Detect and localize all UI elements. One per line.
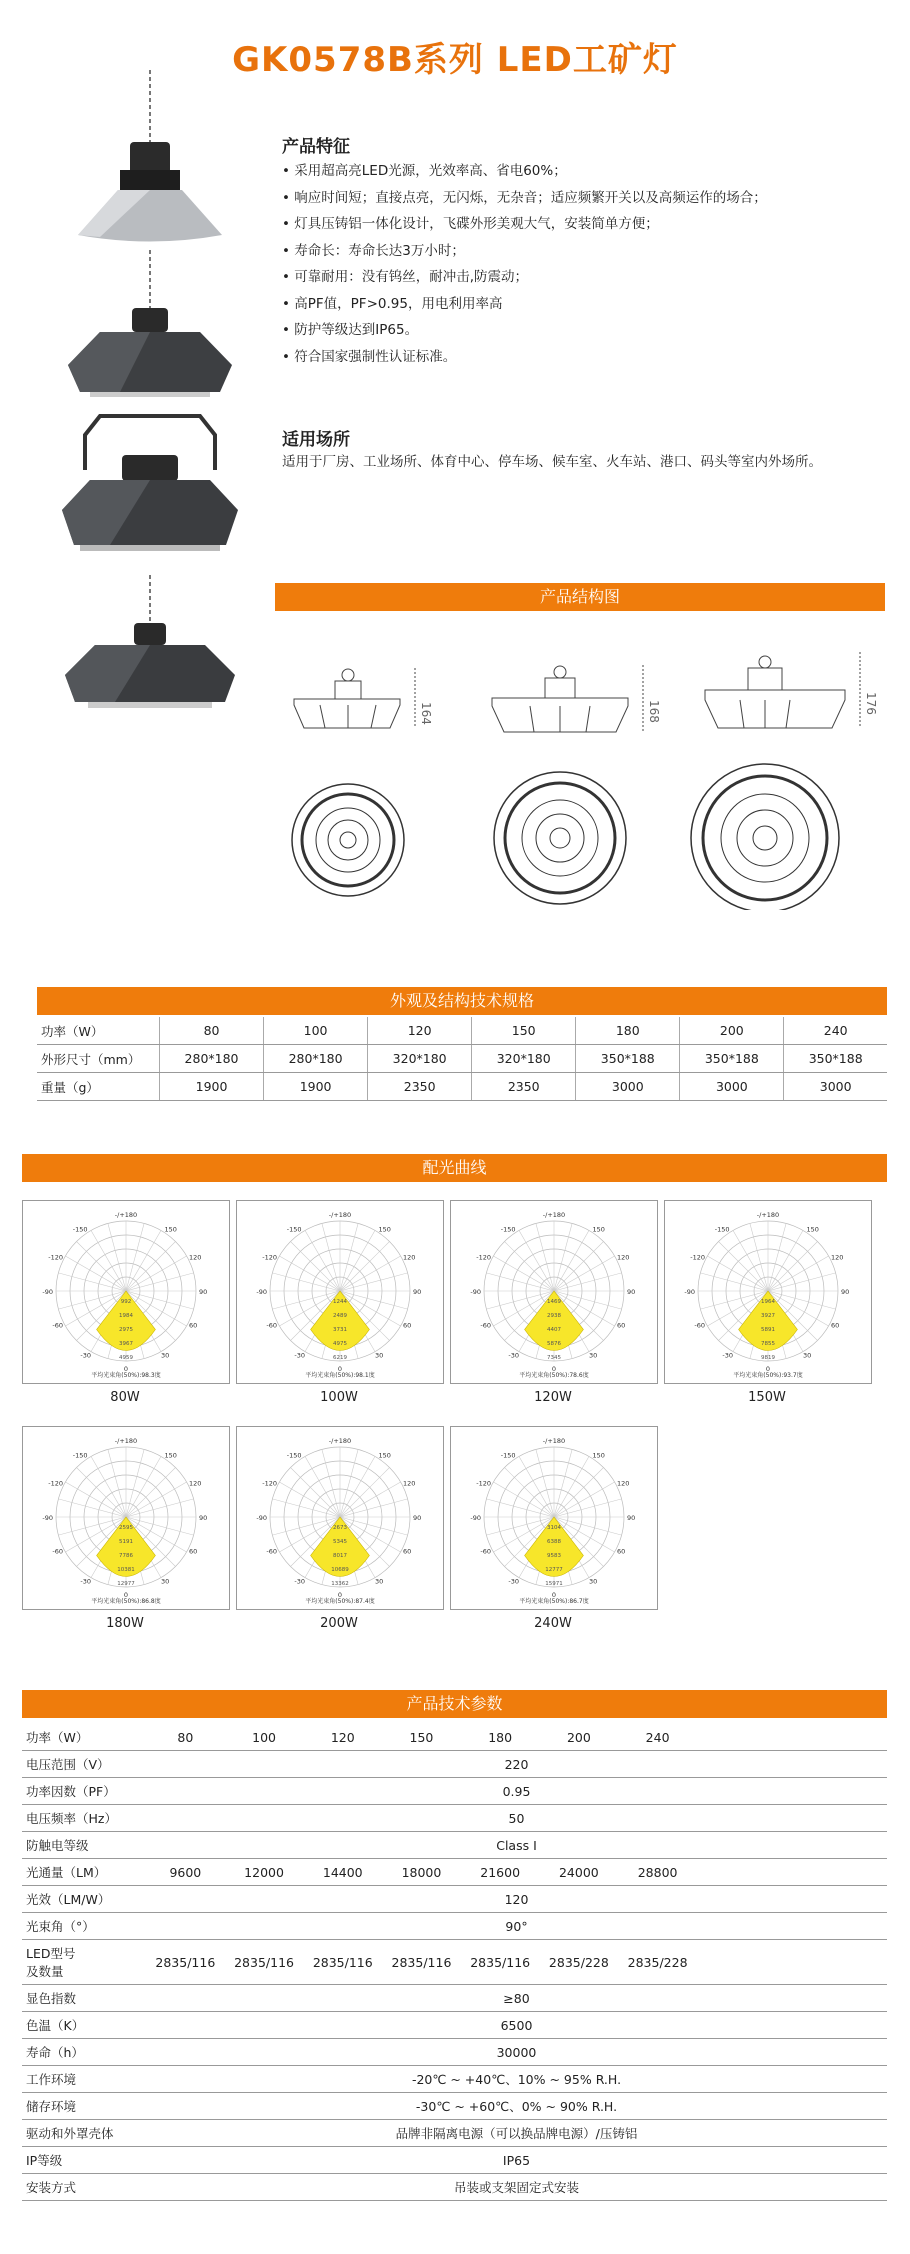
ring-value-label: 3967	[119, 1341, 133, 1347]
ring-value-label: 13362	[331, 1581, 349, 1587]
angle-label: 60	[189, 1321, 198, 1330]
ring-value-label: 3104	[547, 1525, 561, 1531]
polar-curve-chart	[237, 1427, 443, 1609]
angle-label: 150	[592, 1451, 605, 1460]
angle-label: 30	[375, 1351, 384, 1360]
ring-value-label: 7786	[119, 1553, 133, 1559]
curve-caption: 80W	[110, 1390, 140, 1405]
spec-cell: 100	[264, 1017, 368, 1045]
angle-label: -150	[500, 1225, 516, 1234]
angle-label: -120	[476, 1253, 491, 1262]
spec-cell: 180	[576, 1017, 680, 1045]
table-row	[37, 1017, 887, 1045]
angle-label: 120	[617, 1479, 630, 1488]
param-label: 色温（K）	[22, 2012, 146, 2039]
ring-value-label: 3927	[761, 1313, 775, 1319]
param-label: 驱动和外罩壳体	[22, 2120, 146, 2147]
curves-bar: 配光曲线	[22, 1154, 887, 1182]
param-label: 寿命（h）	[22, 2039, 146, 2066]
spec-label: 重量（g）	[37, 1073, 160, 1101]
spec-cell: 240	[784, 1017, 887, 1045]
angle-label: 60	[403, 1547, 412, 1556]
curve-caption: 200W	[320, 1616, 358, 1631]
beam-angle-footer: 平均光束角(50%):87.4度	[305, 1598, 375, 1605]
param-cell: 100	[225, 1724, 304, 1751]
param-label: LED型号 及数量	[22, 1940, 146, 1985]
angle-label: 0	[551, 1591, 557, 1599]
spec-cell: 2350	[472, 1073, 576, 1101]
beam-angle-footer: 平均光束角(50%):93.7度	[733, 1372, 803, 1379]
table-row	[22, 1859, 887, 1886]
product-photo-ufo-2	[65, 575, 235, 708]
height-label: 168	[647, 700, 661, 723]
param-cell-empty	[697, 1859, 887, 1886]
param-cell: 150	[382, 1724, 461, 1751]
param-label: IP等级	[22, 2147, 146, 2174]
ring-value-label: 1984	[119, 1313, 133, 1319]
ring-value-label: 10381	[117, 1567, 135, 1573]
angle-label: -60	[480, 1547, 491, 1556]
polar-curve-chart	[451, 1427, 657, 1609]
param-cell: 24000	[540, 1859, 619, 1886]
param-label: 光通量（LM）	[22, 1859, 146, 1886]
angle-label: 0	[551, 1365, 557, 1373]
param-value: 品牌非隔离电源（可以换品牌电源）/压铸铝	[146, 2120, 887, 2147]
angle-label: 90	[841, 1288, 850, 1296]
angle-label: -/+180	[114, 1211, 138, 1219]
angle-label: 90	[627, 1288, 636, 1296]
angle-label: 150	[592, 1225, 605, 1234]
angle-label: -90	[684, 1288, 695, 1296]
angle-label: -90	[42, 1514, 53, 1522]
ring-value-label: 6219	[333, 1355, 347, 1361]
polar-curve-chart	[237, 1201, 443, 1383]
ring-value-label: 8017	[333, 1553, 347, 1559]
angle-label: 30	[161, 1577, 170, 1586]
spec-cell: 350*188	[680, 1045, 784, 1073]
param-value: 50	[146, 1805, 887, 1832]
angle-label: 60	[403, 1321, 412, 1330]
angle-label: -120	[48, 1479, 63, 1488]
angle-label: 60	[189, 1547, 198, 1556]
angle-label: 60	[617, 1321, 626, 1330]
param-label: 安装方式	[22, 2174, 146, 2201]
angle-label: -90	[470, 1288, 481, 1296]
curve-caption: 240W	[534, 1616, 572, 1631]
product-photo-ufo-1	[68, 250, 232, 397]
angle-label: -120	[262, 1479, 277, 1488]
param-label: 功率因数（PF）	[22, 1778, 146, 1805]
param-label: 防触电等级	[22, 1832, 146, 1859]
structure-bar: 产品结构图	[275, 583, 885, 611]
table-row	[22, 1778, 887, 1805]
angle-label: 90	[413, 1288, 422, 1296]
height-label: 176	[864, 692, 878, 715]
curve-caption: 150W	[748, 1390, 786, 1405]
param-cell-empty	[697, 1724, 887, 1751]
top-view-medium	[494, 772, 626, 904]
table-row	[22, 1886, 887, 1913]
curve-caption: 100W	[320, 1390, 358, 1405]
param-value: 6500	[146, 2012, 887, 2039]
spec-cell: 150	[472, 1017, 576, 1045]
param-cell: 2835/228	[618, 1940, 697, 1985]
page-title: GK0578B系列 LED工矿灯	[232, 40, 678, 80]
angle-label: -60	[266, 1547, 277, 1556]
angle-label: 150	[164, 1451, 177, 1460]
spec-cell: 280*180	[264, 1045, 368, 1073]
angle-label: 60	[617, 1547, 626, 1556]
table-row	[22, 2147, 887, 2174]
angle-label: -90	[470, 1514, 481, 1522]
applications-heading: 适用场所	[282, 430, 350, 450]
angle-label: 120	[189, 1253, 202, 1262]
param-label: 光束角（°）	[22, 1913, 146, 1940]
angle-label: -60	[694, 1321, 705, 1330]
curve-caption: 180W	[106, 1616, 144, 1631]
angle-label: 150	[378, 1451, 391, 1460]
param-label: 电压范围（V）	[22, 1751, 146, 1778]
table-row	[37, 1073, 887, 1101]
angle-label: 30	[589, 1577, 598, 1586]
angle-label: -150	[286, 1225, 302, 1234]
angle-label: -60	[266, 1321, 277, 1330]
feature-item: • 采用超高亮LED光源，光效率高、省电60%；	[282, 158, 902, 185]
angle-label: 120	[617, 1253, 630, 1262]
angle-label: -60	[52, 1547, 63, 1556]
tech-table	[22, 1724, 887, 2201]
angle-label: 90	[199, 1514, 208, 1522]
feature-item: • 符合国家强制性认证标准。	[282, 344, 902, 371]
angle-label: -/+180	[114, 1437, 138, 1445]
angle-label: 90	[199, 1288, 208, 1296]
spec-cell: 200	[680, 1017, 784, 1045]
table-row	[22, 2093, 887, 2120]
angle-label: 30	[589, 1351, 598, 1360]
product-photos	[60, 70, 270, 720]
angle-label: -150	[286, 1451, 302, 1460]
side-view-large	[705, 652, 860, 728]
param-cell-empty	[697, 1940, 887, 1985]
param-cell: 14400	[303, 1859, 382, 1886]
angle-label: -30	[80, 1577, 91, 1586]
table-row	[22, 1940, 887, 1985]
angle-label: -150	[72, 1225, 88, 1234]
angle-label: 60	[831, 1321, 840, 1330]
table-row	[22, 1751, 887, 1778]
param-cell: 180	[461, 1724, 540, 1751]
ring-value-label: 9819	[761, 1355, 775, 1361]
applications-text: 适用于厂房、工业场所、体育中心、停车场、候车室、火车站、港口、码头等室内外场所。	[282, 454, 822, 470]
table-row	[22, 2012, 887, 2039]
param-cell: 28800	[618, 1859, 697, 1886]
param-cell: 2835/116	[382, 1940, 461, 1985]
ring-value-label: 12777	[545, 1567, 563, 1573]
feature-item: • 灯具压铸铝一体化设计，飞碟外形美观大气，安装简单方便；	[282, 211, 902, 238]
polar-curve-panel	[22, 1426, 230, 1610]
angle-label: -/+180	[328, 1211, 352, 1219]
beam-angle-footer: 平均光束角(50%):98.3度	[91, 1372, 161, 1379]
param-value: -20℃ ~ +40℃、10% ~ 95% R.H.	[146, 2066, 887, 2093]
angle-label: 90	[413, 1514, 422, 1522]
polar-curve-chart	[23, 1427, 229, 1609]
angle-label: -/+180	[328, 1437, 352, 1445]
polar-curve-panel	[236, 1426, 444, 1610]
ring-value-label: 5345	[333, 1539, 347, 1545]
table-row	[22, 2174, 887, 2201]
ring-value-label: 1964	[761, 1299, 775, 1305]
ring-value-label: 15971	[545, 1581, 563, 1587]
param-cell: 2835/116	[225, 1940, 304, 1985]
param-value: 0.95	[146, 1778, 887, 1805]
ring-value-label: 2673	[333, 1525, 347, 1531]
product-photo-ufo-bracket	[62, 416, 238, 551]
angle-label: 120	[189, 1479, 202, 1488]
ring-value-label: 9583	[547, 1553, 561, 1559]
ring-value-label: 4959	[119, 1355, 133, 1361]
polar-curve-chart	[665, 1201, 871, 1383]
angle-label: -60	[52, 1321, 63, 1330]
feature-item: • 可靠耐用：没有钨丝，耐冲击,防震动；	[282, 264, 902, 291]
ring-value-label: 992	[120, 1299, 132, 1305]
spec-cell: 2350	[368, 1073, 472, 1101]
angle-label: -120	[48, 1253, 63, 1262]
angle-label: 0	[337, 1591, 343, 1599]
ring-value-label: 7345	[547, 1355, 561, 1361]
ring-value-label: 12977	[117, 1581, 135, 1587]
ring-value-label: 5891	[761, 1327, 775, 1333]
angle-label: 0	[123, 1591, 129, 1599]
angle-label: 150	[378, 1225, 391, 1234]
param-value: -30℃ ~ +60℃、0% ~ 90% R.H.	[146, 2093, 887, 2120]
param-value: Class Ⅰ	[146, 1832, 887, 1859]
param-cell: 200	[540, 1724, 619, 1751]
top-view-large	[691, 764, 839, 910]
angle-label: 120	[403, 1479, 416, 1488]
ring-value-label: 2975	[119, 1327, 133, 1333]
table-row	[22, 2039, 887, 2066]
angle-label: -30	[508, 1577, 519, 1586]
ring-value-label: 1469	[547, 1299, 561, 1305]
side-view-small	[294, 668, 415, 728]
spec-cell: 320*180	[472, 1045, 576, 1073]
structure-drawings	[280, 640, 890, 910]
ring-value-label: 1244	[333, 1299, 347, 1305]
feature-item: • 防护等级达到IP65。	[282, 317, 902, 344]
ring-value-label: 5191	[119, 1539, 133, 1545]
angle-label: -150	[72, 1451, 88, 1460]
param-label: 工作环境	[22, 2066, 146, 2093]
beam-angle-footer: 平均光束角(50%):98.1度	[305, 1372, 375, 1379]
angle-label: 120	[831, 1253, 844, 1262]
angle-label: -120	[690, 1253, 705, 1262]
angle-label: 0	[123, 1365, 129, 1373]
param-value: 吊装或支架固定式安装	[146, 2174, 887, 2201]
angle-label: -/+180	[756, 1211, 780, 1219]
spec-cell: 80	[160, 1017, 264, 1045]
spec-label: 功率（W）	[37, 1017, 160, 1045]
polar-curve-panel	[22, 1200, 230, 1384]
polar-curve-panel	[236, 1200, 444, 1384]
angle-label: -120	[262, 1253, 277, 1262]
spec-label: 外形尺寸（mm）	[37, 1045, 160, 1073]
spec-cell: 350*188	[784, 1045, 887, 1073]
angle-label: -150	[714, 1225, 730, 1234]
param-cell: 80	[146, 1724, 225, 1751]
angle-label: -60	[480, 1321, 491, 1330]
angle-label: 0	[765, 1365, 771, 1373]
ring-value-label: 2489	[333, 1313, 347, 1319]
angle-label: 0	[337, 1365, 343, 1373]
param-value: 220	[146, 1751, 887, 1778]
beam-angle-footer: 平均光束角(50%):86.7度	[519, 1598, 589, 1605]
product-photo-reflector	[78, 70, 222, 242]
ring-value-label: 7855	[761, 1341, 775, 1347]
param-cell: 2835/116	[146, 1940, 225, 1985]
param-label: 电压频率（Hz）	[22, 1805, 146, 1832]
param-cell: 21600	[461, 1859, 540, 1886]
angle-label: 120	[403, 1253, 416, 1262]
ring-value-label: 3731	[333, 1327, 347, 1333]
polar-curve-panel	[450, 1426, 658, 1610]
angle-label: 90	[627, 1514, 636, 1522]
angle-label: 30	[803, 1351, 812, 1360]
table-row	[22, 1805, 887, 1832]
table-row	[22, 2066, 887, 2093]
table-row	[22, 1832, 887, 1859]
angle-label: -30	[294, 1351, 305, 1360]
spec-cell: 1900	[160, 1073, 264, 1101]
angle-label: -/+180	[542, 1211, 566, 1219]
polar-curve-panel	[664, 1200, 872, 1384]
param-label: 功率（W）	[22, 1724, 146, 1751]
angle-label: 30	[375, 1577, 384, 1586]
angle-label: -30	[80, 1351, 91, 1360]
angle-label: -30	[722, 1351, 733, 1360]
table-row	[22, 1985, 887, 2012]
polar-curve-chart	[451, 1201, 657, 1383]
spec-cell: 320*180	[368, 1045, 472, 1073]
spec-cell: 1900	[264, 1073, 368, 1101]
angle-label: -30	[294, 1577, 305, 1586]
param-label: 光效（LM/W）	[22, 1886, 146, 1913]
param-label: 显色指数	[22, 1985, 146, 2012]
param-cell: 12000	[225, 1859, 304, 1886]
ring-value-label: 6388	[547, 1539, 561, 1545]
spec-bar: 外观及结构技术规格	[37, 987, 887, 1015]
spec-cell: 120	[368, 1017, 472, 1045]
param-label: 储存环境	[22, 2093, 146, 2120]
param-cell: 2835/116	[461, 1940, 540, 1985]
height-label: 164	[419, 702, 433, 725]
angle-label: 30	[161, 1351, 170, 1360]
polar-curve-chart	[23, 1201, 229, 1383]
param-value: IP65	[146, 2147, 887, 2174]
angle-label: -90	[256, 1514, 267, 1522]
param-cell: 2835/228	[540, 1940, 619, 1985]
param-value: 120	[146, 1886, 887, 1913]
param-cell: 18000	[382, 1859, 461, 1886]
angle-label: -30	[508, 1351, 519, 1360]
ring-value-label: 10689	[331, 1567, 349, 1573]
table-row	[22, 1724, 887, 1751]
beam-angle-footer: 平均光束角(50%):78.6度	[519, 1372, 589, 1379]
table-row	[22, 1913, 887, 1940]
feature-item: • 寿命长：寿命长达3万小时；	[282, 238, 902, 265]
ring-value-label: 5876	[547, 1341, 561, 1347]
beam-angle-footer: 平均光束角(50%):86.8度	[91, 1598, 161, 1605]
param-cell: 120	[303, 1724, 382, 1751]
features-list	[282, 158, 902, 370]
spec-cell: 3000	[784, 1073, 887, 1101]
param-value: 30000	[146, 2039, 887, 2066]
angle-label: -90	[256, 1288, 267, 1296]
param-value: 90°	[146, 1913, 887, 1940]
param-value: ≥80	[146, 1985, 887, 2012]
curve-caption: 120W	[534, 1390, 572, 1405]
spec-cell: 280*180	[160, 1045, 264, 1073]
param-cell: 240	[618, 1724, 697, 1751]
param-cell: 9600	[146, 1859, 225, 1886]
spec-table	[37, 1017, 887, 1101]
ring-value-label: 4407	[547, 1327, 561, 1333]
angle-label: -120	[476, 1479, 491, 1488]
angle-label: 150	[806, 1225, 819, 1234]
param-cell: 2835/116	[303, 1940, 382, 1985]
angle-label: 150	[164, 1225, 177, 1234]
ring-value-label: 2938	[547, 1313, 561, 1319]
angle-label: -150	[500, 1451, 516, 1460]
tech-bar: 产品技术参数	[22, 1690, 887, 1718]
ring-value-label: 2595	[119, 1525, 133, 1531]
spec-cell: 3000	[576, 1073, 680, 1101]
polar-curve-panel	[450, 1200, 658, 1384]
table-row	[37, 1045, 887, 1073]
angle-label: -/+180	[542, 1437, 566, 1445]
feature-item: • 响应时间短；直接点亮，无闪烁，无杂音；适应频繁开关以及高频运作的场合；	[282, 185, 902, 212]
feature-item: • 高PF值，PF>0.95，用电利用率高	[282, 291, 902, 318]
spec-cell: 3000	[680, 1073, 784, 1101]
ring-value-label: 4975	[333, 1341, 347, 1347]
table-row	[22, 2120, 887, 2147]
side-view-medium	[492, 665, 643, 732]
spec-cell: 350*188	[576, 1045, 680, 1073]
features-heading: 产品特征	[282, 137, 350, 157]
angle-label: -90	[42, 1288, 53, 1296]
top-view-small	[292, 784, 404, 896]
